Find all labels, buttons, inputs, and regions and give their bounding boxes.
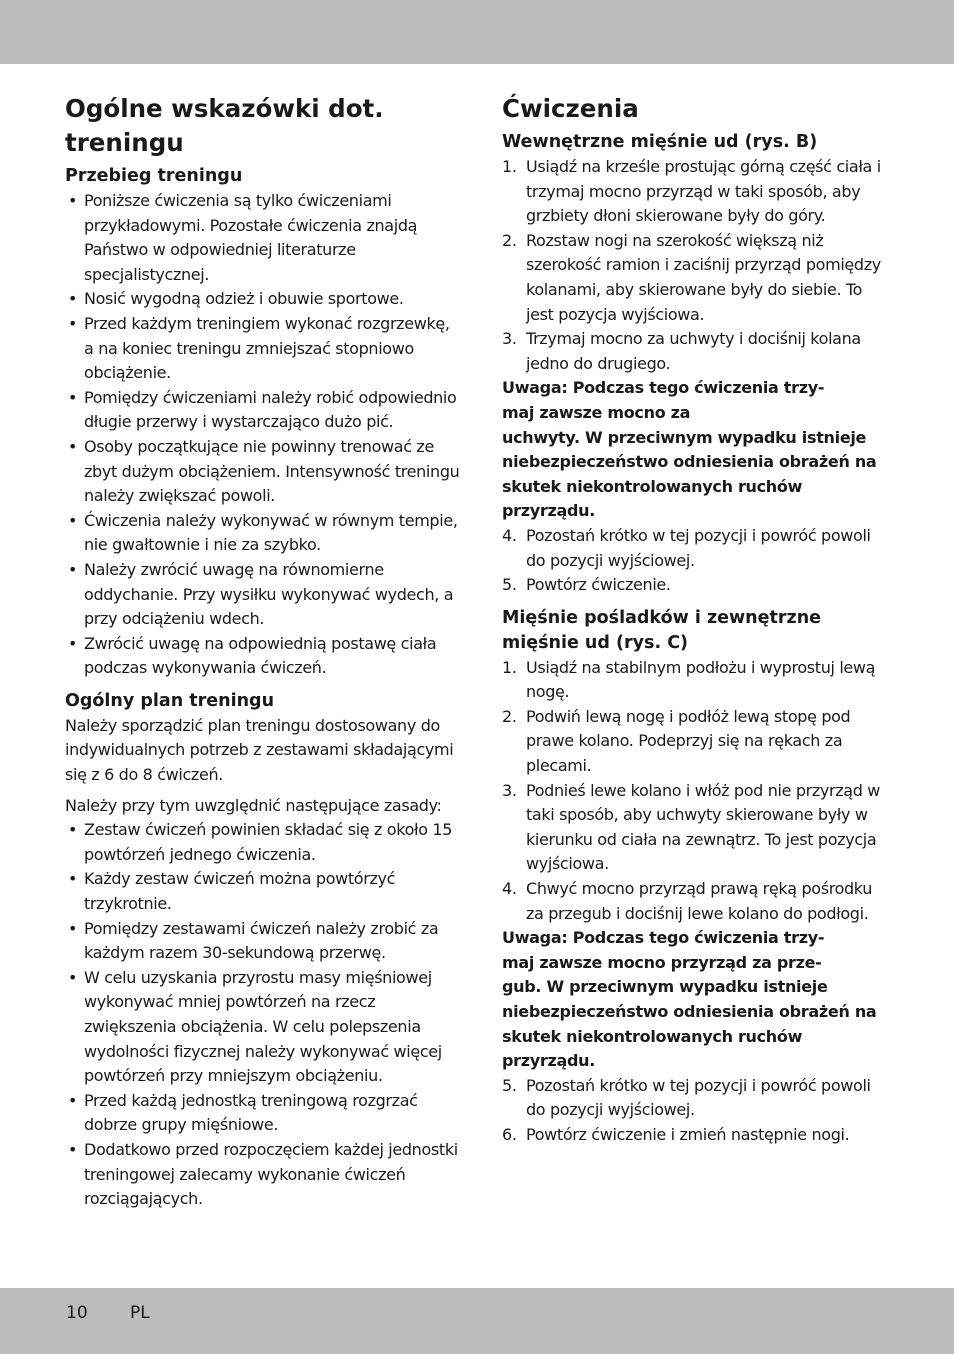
list-item [502, 705, 894, 779]
right-column [502, 92, 894, 1148]
list-item: • Zwrócić uwagę na odpowiednią postawę ciała podczas wykonywania ćwiczeń. [65, 632, 460, 681]
step-text: Pozostań krótko w tej pozycji i powróć powoli do pozycji wyjściowej. [526, 1075, 871, 1120]
list-item [502, 656, 894, 705]
rules-intro-paragraph: Należy przy tym uwzględnić następujące zasady: [65, 795, 442, 815]
exercise-b-heading: Wewnętrzne mięśnie ud (rys. B) [502, 132, 818, 152]
left-column [65, 92, 460, 1212]
list-item: • Pomiędzy zestawami ćwiczeń należy zrobić za każdym razem 30-sekundową przerwę. [65, 917, 460, 966]
step-text: Rozstaw nogi na szerokość większą niż szerokość ramion i zaciśnij przyrząd pomiędzy kolanami, aby skierowane były do siebie. To jest pozycja wyjściowa. [526, 230, 881, 324]
rules-list [65, 818, 460, 1212]
step-number: 6. [502, 1124, 517, 1144]
list-item [502, 327, 894, 376]
step-text: Trzymaj mocno za uchwyty i dociśnij kolana jedno do drugiego. [526, 329, 861, 373]
general-plan-paragraph: Należy sporządzić plan treningu dostosowany do indywidualnych potrzeb z zestawami składającymi się z 6 do 8 ćwiczeń. [65, 715, 454, 785]
header-bar [0, 0, 954, 64]
exercise-c-steps-cont [502, 1074, 894, 1148]
section-heading-training-course: Przebieg treningu [65, 166, 243, 186]
step-number: 2. [502, 706, 517, 726]
step-number: 3. [502, 329, 517, 349]
warning-note [502, 376, 894, 524]
exercise-c-steps [502, 656, 894, 927]
step-text: Podnieś lewe kolano i włóż pod nie przyrząd w taki sposób, aby uchwyty skierowane były w kierunku od ciała na zewnątrz. To jest pozycja wyjściowa. [526, 780, 881, 874]
step-number: 2. [502, 230, 517, 250]
list-item [502, 1123, 894, 1148]
list-item [502, 1074, 894, 1123]
step-number: 1. [502, 657, 517, 677]
warning-line: uchwyty. W przeciwnym wypadku istnieje niebezpieczeństwo odniesienia obrażeń na skutek niekontrolowanych ruchów przyrządu. [502, 427, 877, 521]
exercise-b-steps [502, 155, 894, 376]
step-number: 1. [502, 157, 517, 176]
exercises-title: Ćwiczenia [502, 94, 639, 123]
exercise-b-steps-cont [502, 524, 894, 598]
warning-line: gub. W przeciwnym wypadku istnieje niebezpieczeństwo odniesienia obrażeń na skutek niekontrolowanych ruchów przyrządu. [502, 977, 877, 1071]
page-number: 10 [66, 1303, 88, 1323]
step-text: Usiądź na stabilnym podłożu i wyprostuj lewą nogę. [526, 657, 876, 702]
list-item: • Osoby początkujące nie powinny trenować ze zbyt dużym obciążeniem. Intensywność treningu należy zwiększać powoli. [65, 435, 460, 509]
step-text: Powtórz ćwiczenie i zmień następnie nogi. [526, 1124, 850, 1144]
list-item [502, 524, 894, 573]
step-number: 4. [502, 525, 517, 545]
list-item [502, 877, 894, 926]
list-item: • Pomiędzy ćwiczeniami należy robić odpowiednio długie przerwy i wystarczająco dużo pić. [65, 386, 460, 435]
list-item [502, 155, 894, 229]
list-item: • Ćwiczenia należy wykonywać w równym tempie, nie gwałtownie i nie za szybko. [65, 509, 460, 558]
warning-line: maj zawsze mocno przyrząd za prze- [502, 952, 822, 972]
step-number: 3. [502, 780, 517, 800]
list-item: • Przed każdym treningiem wykonać rozgrzewkę, a na koniec treningu zmniejszać stopniowo obciążenie. [65, 312, 460, 386]
training-course-list [65, 189, 460, 681]
list-item: • Zestaw ćwiczeń powinien składać się z około 15 powtórzeń jednego ćwiczenia. [65, 818, 460, 867]
warning-line: Uwaga: Podczas tego ćwiczenia trzy- [502, 928, 825, 948]
page-title: Ogólne wskazówki dot. treningu [65, 94, 384, 157]
warning-line: Uwaga: Podczas tego ćwiczenia trzy- [502, 378, 825, 398]
list-item: • W celu uzyskania przyrostu masy mięśniowej wykonywać mniej powtórzeń na rzecz zwiększenia obciążenia. W celu polepszenia wydolności fizycznej należy wykonywać więcej powtórzeń przy mniejszym obciążeniu. [65, 966, 460, 1089]
step-text: Pozostań krótko w tej pozycji i powróć powoli do pozycji wyjściowej. [526, 525, 871, 570]
list-item: • Poniższe ćwiczenia są tylko ćwiczeniami przykładowymi. Pozostałe ćwiczenia znajdą Państwo w odpowiedniej literaturze specjalistycznej. [65, 189, 460, 287]
step-number: 5. [502, 1075, 517, 1095]
exercise-c-heading: Mięśnie pośladków i zewnętrzne mięśnie ud (rys. C) [502, 607, 822, 653]
warning-line: maj zawsze mocno za [502, 402, 691, 422]
list-item [502, 229, 894, 327]
step-number: 4. [502, 879, 517, 899]
list-item: • Każdy zestaw ćwiczeń można powtórzyć trzykrotnie. [65, 867, 460, 916]
list-item [502, 779, 894, 877]
list-item [502, 573, 894, 598]
list-item: • Należy zwrócić uwagę na równomierne oddychanie. Przy wysiłku wykonywać wydech, a przy odciążeniu wdech. [65, 558, 460, 632]
list-item: • Nosić wygodną odzież i obuwie sportowe. [65, 287, 460, 312]
step-text: Podwiń lewą nogę i podłóż lewą stopę pod prawe kolano. Podeprzyj się na rękach za plecami. [526, 706, 851, 776]
section-heading-general-plan: Ogólny plan treningu [65, 690, 275, 711]
step-text: Chwyć mocno przyrząd prawą ręką pośrodku za przegub i dociśnij lewe kolano do podłogi. [526, 879, 873, 923]
list-item: • Przed każdą jednostką treningową rozgrzać dobrze grupy mięśniowe. [65, 1089, 460, 1138]
list-item: • Dodatkowo przed rozpoczęciem każdej jednostki treningowej zalecamy wykonanie ćwiczeń rozciągających. [65, 1138, 460, 1212]
step-text: Usiądź na krześle prostując górną część ciała i trzymaj mocno przyrząd w taki sposób, aby grzbiety dłoni skierowane były do góry. [526, 157, 881, 226]
step-text: Powtórz ćwiczenie. [526, 575, 671, 595]
step-number: 5. [502, 575, 517, 595]
warning-note [502, 926, 894, 1074]
language-code: PL [130, 1303, 150, 1323]
